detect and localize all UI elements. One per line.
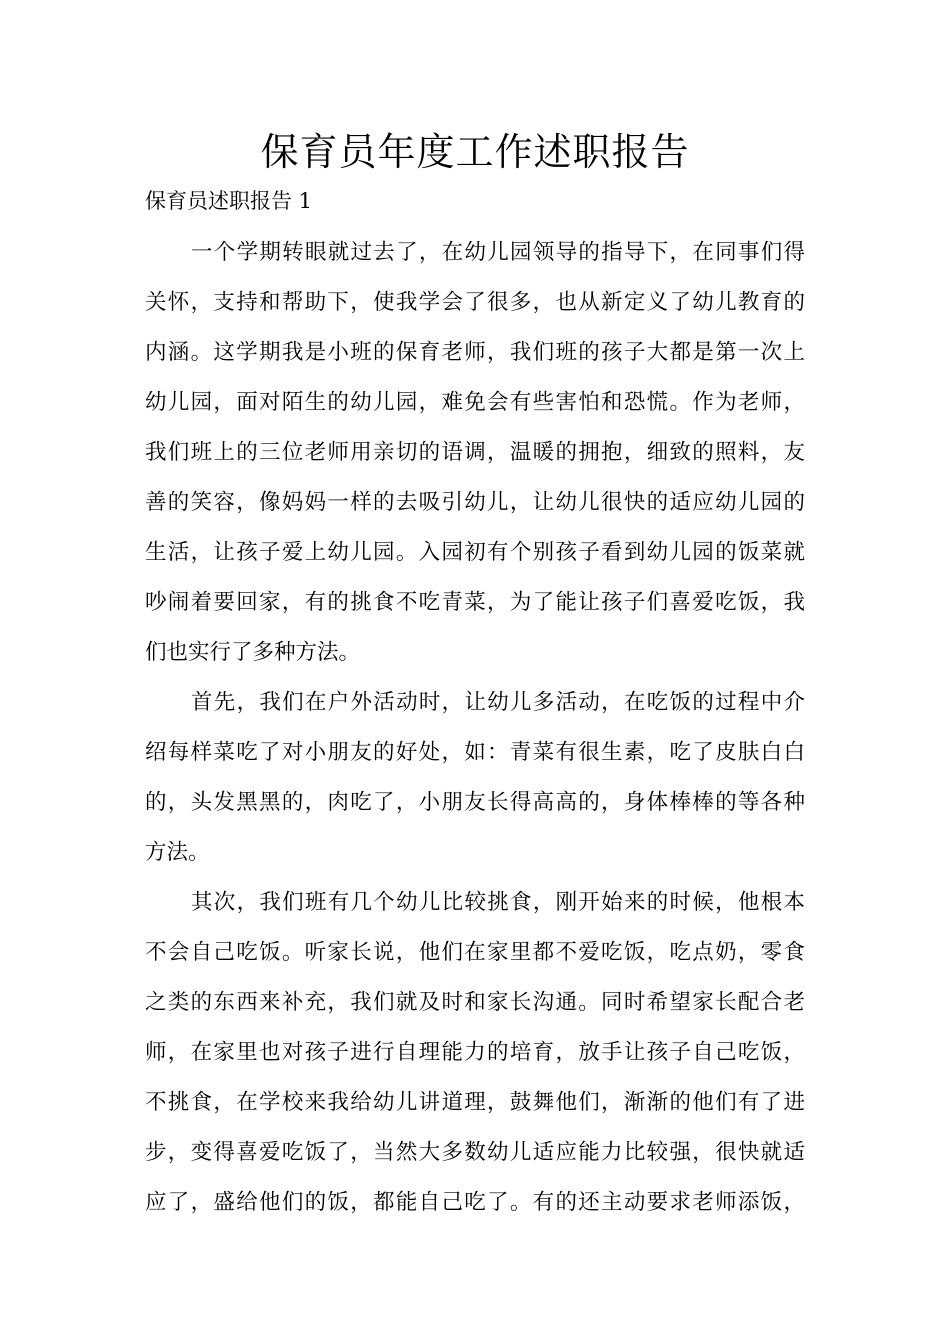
text-line: 的，头发黑黑的，肉吃了，小朋友长得高高的，身体棒棒的等各种	[145, 790, 805, 815]
text-line: 之类的东西来补充，我们就及时和家长沟通。同时希望家长配合老	[145, 990, 805, 1015]
document-body	[145, 228, 805, 1228]
text-line: 我们班上的三位老师用亲切的语调，温暖的拥抱，细致的照料，友	[145, 440, 805, 465]
paragraph-2	[145, 678, 805, 878]
document-subtitle: 保育员述职报告 1	[145, 189, 313, 213]
text-line: 生活，让孩子爱上幼儿园。入园初有个别孩子看到幼儿园的饭菜就	[145, 540, 805, 565]
text-line: 不会自己吃饭。听家长说，他们在家里都不爱吃饭，吃点奶，零食	[145, 940, 805, 965]
text-line: 关怀，支持和帮助下，使我学会了很多，也从新定义了幼儿教育的	[145, 290, 805, 315]
document-title: 保育员年度工作述职报告	[260, 130, 690, 174]
text-line: 绍每样菜吃了对小朋友的好处，如：青菜有很生素，吃了皮肤白白	[145, 740, 805, 765]
text-line: 幼儿园，面对陌生的幼儿园，难免会有些害怕和恐慌。作为老师，	[145, 390, 805, 415]
text-line: 步，变得喜爱吃饭了，当然大多数幼儿适应能力比较强，很快就适	[145, 1140, 805, 1165]
paragraph-3	[145, 878, 805, 1228]
text-line: 方法。	[145, 840, 210, 865]
text-line: 首先，我们在户外活动时，让幼儿多活动，在吃饭的过程中介	[191, 690, 805, 715]
text-line: 应了，盛给他们的饭，都能自己吃了。有的还主动要求老师添饭，	[145, 1190, 805, 1215]
text-line: 们也实行了多种方法。	[145, 640, 361, 665]
text-line: 不挑食，在学校来我给幼儿讲道理，鼓舞他们，渐渐的他们有了进	[145, 1090, 805, 1115]
text-line: 善的笑容，像妈妈一样的去吸引幼儿，让幼儿很快的适应幼儿园的	[145, 490, 805, 515]
text-line: 师，在家里也对孩子进行自理能力的培育，放手让孩子自己吃饭，	[145, 1040, 805, 1065]
text-line: 一个学期转眼就过去了，在幼儿园领导的指导下，在同事们得	[191, 240, 805, 265]
text-line: 吵闹着要回家，有的挑食不吃青菜，为了能让孩子们喜爱吃饭，我	[145, 590, 805, 615]
text-line: 其次，我们班有几个幼儿比较挑食，刚开始来的时候，他根本	[191, 890, 805, 915]
text-line: 内涵。这学期我是小班的保育老师，我们班的孩子大都是第一次上	[145, 340, 805, 365]
paragraph-1	[145, 228, 805, 678]
